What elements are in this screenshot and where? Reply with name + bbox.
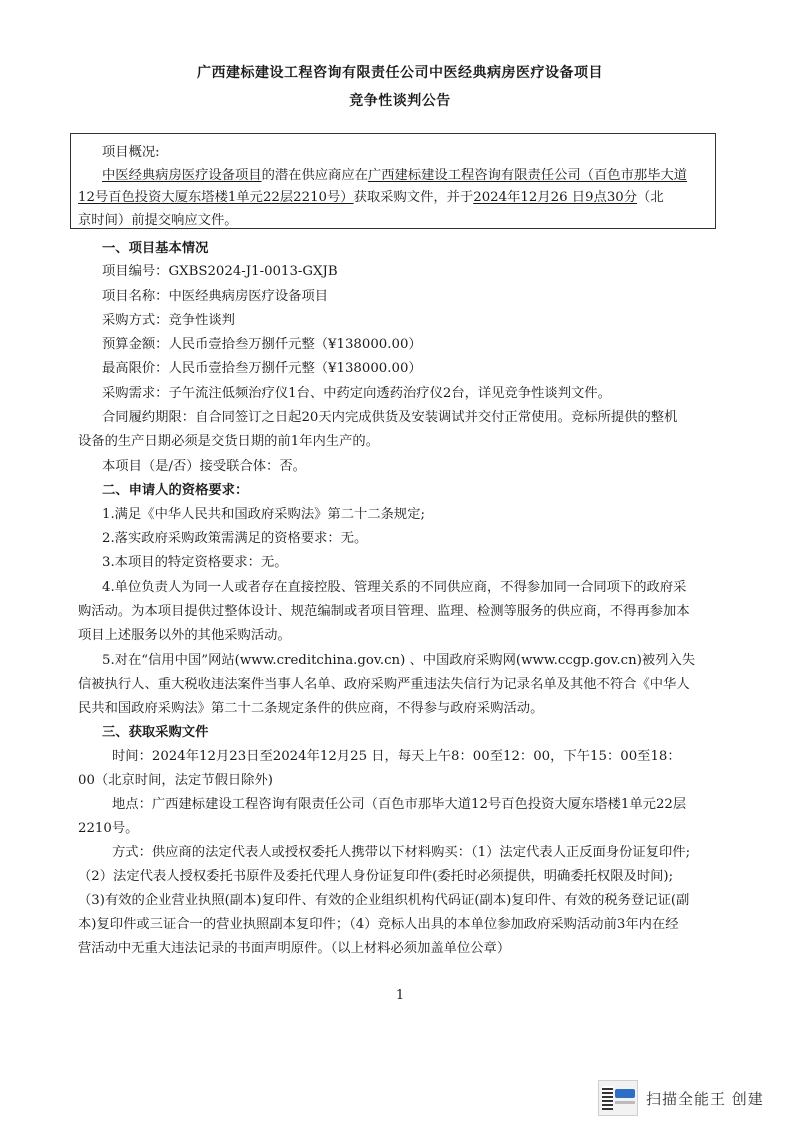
qualification-1: 1.满足《中华人民共和国政府采购法》第二十二条规定;: [102, 507, 425, 522]
qualification-5-cont: 民共和国政府采购法》第二十二条规定条件的供应商，不得参与政府采购活动。: [78, 701, 544, 716]
camscanner-logo-icon: [598, 1080, 638, 1116]
overview-line-2: [78, 190, 664, 206]
overview-line-1: [102, 168, 687, 184]
overview-text: 京时间）: [78, 213, 132, 228]
overview-project-name: 中医经典病房医疗设备项目: [102, 168, 262, 183]
section3-heading: 三、获取采购文件: [102, 725, 209, 740]
overview-text: 获取采购文件，并于: [353, 190, 474, 205]
obtain-time: 时间：2024年12月23日至2024年12月25 日，每天上午8：00至12：00，下午15：00至18：: [112, 749, 681, 764]
qualification-5-cont: 信被执行人、重大税收违法案件当事人名单、政府采购严重违法失信行为记录名单及其他不符合《中华人: [78, 677, 690, 692]
overview-address: 12号百色投资大厦东塔楼1单元22层2210号）: [78, 190, 354, 205]
obtain-method-cont: 营活动中无重大违法记录的书面声明原件。（以上材料必须加盖单位公章）: [78, 941, 511, 956]
obtain-location: 地点：广西建标建设工程咨询有限责任公司（百色市那毕大道12号百色投资大厦东塔楼1单元22层: [112, 797, 687, 812]
consortium-note: 本项目（是/否）接受联合体：否。: [102, 459, 306, 474]
overview-deadline: 2024年12月26 日9点30分: [473, 190, 638, 205]
watermark-text: 扫描全能王 创建: [646, 1090, 764, 1108]
qualification-2: 2.落实政府采购政策需满足的资格要求：无。: [102, 531, 368, 546]
overview-text: 的潜在供应商应在: [261, 168, 368, 183]
budget-amount: 预算金额：人民币壹拾叁万捌仟元整（¥138000.00）: [102, 337, 422, 352]
overview-line-3: [78, 213, 238, 229]
max-price: 最高限价：人民币壹拾叁万捌仟元整（¥138000.00）: [102, 361, 422, 376]
contract-period-cont: 设备的生产日期必须是交货日期的前1年内生产的。: [78, 434, 379, 449]
overview-heading: 项目概况:: [102, 145, 160, 160]
qualification-4-cont: 项目上述服务以外的其他采购活动。: [78, 628, 291, 643]
qualification-4: 4.单位负责人为同一人或者存在直接控股、管理关系的不同供应商，不得参加同一合同项下的政府采: [102, 580, 687, 595]
project-number: 项目编号：GXBS2024-J1-0013-GXJB: [102, 264, 338, 279]
overview-agency: 广西建标建设工程咨询有限责任公司（百色市那毕大道: [367, 168, 688, 183]
page-number: 1: [395, 988, 405, 1003]
overview-text: 前提交响应文件。: [131, 213, 238, 228]
obtain-method: 方式：供应商的法定代表人或授权委托人携带以下材料购买：（1）法定代表人正反面身份证复印件;: [112, 845, 691, 860]
obtain-method-cont: （3)有效的企业营业执照(副本)复印件、有效的企业组织机构代码证(副本)复印件、有效的税务登记证(副: [78, 893, 690, 908]
section2-heading: 二、申请人的资格要求：: [102, 483, 249, 498]
obtain-time-cont: 00（北京时间，法定节假日除外): [78, 773, 273, 788]
contract-period: 合同履约期限：自合同签订之日起20天内完成供货及安装调试并交付正常使用。竞标所提供的整机: [102, 410, 678, 425]
procurement-requirement: 采购需求：子午流注低频治疗仪1台、中药定向透药治疗仪2台，详见竞争性谈判文件。: [102, 386, 611, 401]
obtain-method-cont: （2）法定代表人授权委托书原件及委托代理人身份证复印件(委托时必须提供，明确委托权限及时间);: [78, 869, 674, 884]
section1-heading: 一、项目基本情况: [102, 241, 209, 256]
qualification-5: 5.对在“信用中国”网站(www.creditchina.gov.cn) 、中国政府采购网(www.ccgp.gov.cn)被列入失: [102, 653, 696, 668]
project-name: 项目名称：中医经典病房医疗设备项目: [102, 289, 329, 304]
overview-text: （北: [637, 190, 664, 205]
procurement-method: 采购方式：竞争性谈判: [102, 313, 235, 328]
scanner-watermark: [598, 1080, 780, 1118]
qualification-3: 3.本项目的特定资格要求：无。: [102, 555, 288, 570]
obtain-location-cont: 2210号。: [78, 821, 139, 836]
obtain-method-cont: 本)复印件或三证合一的营业执照副本复印件；（4）竞标人出具的本单位参加政府采购活动前3年内在经: [78, 917, 679, 932]
document-title: 广西建标建设工程咨询有限责任公司中医经典病房医疗设备项目: [197, 65, 603, 81]
qualification-4-cont: 购活动。为本项目提供过整体设计、规范编制或者项目管理、监理、检测等服务的供应商，不得再参加本: [78, 604, 690, 619]
document-subtitle: 竞争性谈判公告: [349, 93, 451, 109]
